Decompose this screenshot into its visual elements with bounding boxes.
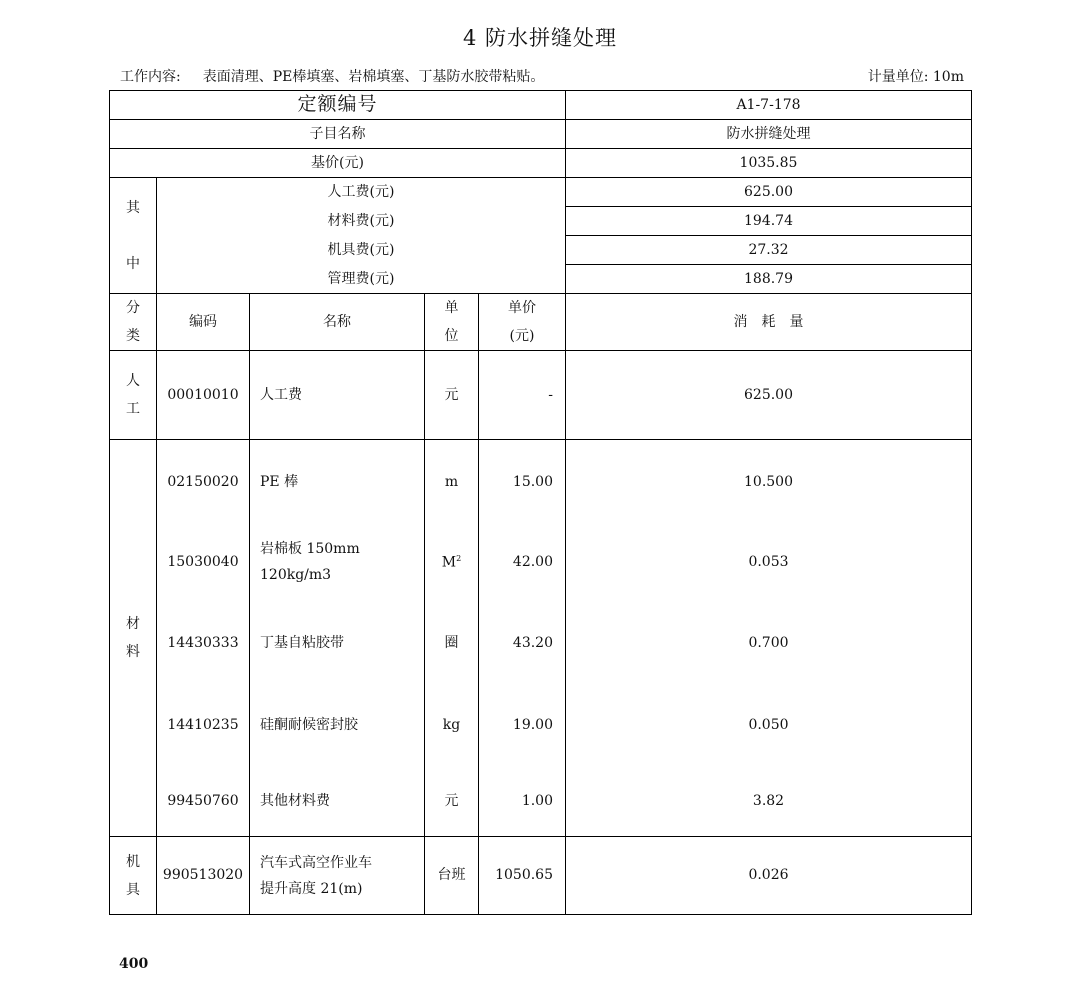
col-category-2: 类 xyxy=(126,328,140,344)
col-consumption: 消 耗 量 xyxy=(566,294,972,351)
mgmt-fee-label: 管理费(元) xyxy=(157,265,566,294)
material-code: 15030040 xyxy=(157,524,250,601)
base-price-value: 1035.85 xyxy=(566,149,972,178)
material-fee-row xyxy=(110,207,972,236)
col-price-1: 单价 xyxy=(508,300,536,316)
machine-name-line2: 提升高度 21(m) xyxy=(260,880,363,897)
material-qty: 10.500 xyxy=(566,440,972,524)
material-code: 99450760 xyxy=(157,766,250,837)
base-price-row xyxy=(110,149,972,178)
col-category xyxy=(110,294,157,351)
mgmt-fee-value: 188.79 xyxy=(566,265,972,294)
machine-fee-value: 27.32 xyxy=(566,236,972,265)
machine-qty: 0.026 xyxy=(566,837,972,915)
material-code: 02150020 xyxy=(157,440,250,524)
col-price-2: (元) xyxy=(509,328,535,344)
machine-name-line1: 汽车式高空作业车 xyxy=(260,854,372,871)
material-unit xyxy=(425,524,479,601)
mgmt-fee-row xyxy=(110,265,972,294)
material-name-line2: 120kg/m3 xyxy=(260,567,332,583)
work-content-text: 表面清理、PE棒填塞、岩棉填塞、丁基防水胶带粘贴。 xyxy=(202,69,545,85)
machine-unit: 台班 xyxy=(425,837,479,915)
labor-qty: 625.00 xyxy=(566,351,972,440)
material-unit-sup: 2 xyxy=(456,553,462,563)
material-cat-1: 材 xyxy=(126,616,140,632)
material-fee-label: 材料费(元) xyxy=(157,207,566,236)
item-name-row xyxy=(110,120,972,149)
labor-fee-row xyxy=(110,178,972,207)
page-title: 4 防水拼缝处理 xyxy=(462,26,618,50)
machine-code: 990513020 xyxy=(157,837,250,915)
of-which-2: 中 xyxy=(126,255,140,272)
col-unit xyxy=(425,294,479,351)
col-name: 名称 xyxy=(250,294,425,351)
item-name-label: 子目名称 xyxy=(110,120,566,149)
quota-no-row xyxy=(110,91,972,120)
material-row xyxy=(110,686,972,766)
material-name xyxy=(250,524,425,601)
page-number: 400 xyxy=(119,956,149,972)
material-row xyxy=(110,766,972,837)
labor-category xyxy=(110,351,157,440)
material-name: PE 棒 xyxy=(250,440,425,524)
machine-fee-label: 机具费(元) xyxy=(157,236,566,265)
labor-unit: 元 xyxy=(425,351,479,440)
labor-fee-label: 人工费(元) xyxy=(157,178,566,207)
labor-row xyxy=(110,351,972,440)
material-price: 42.00 xyxy=(479,524,566,601)
machine-fee-row xyxy=(110,236,972,265)
material-unit-text: M xyxy=(441,554,457,571)
material-fee-value: 194.74 xyxy=(566,207,972,236)
work-content-label: 工作内容: xyxy=(120,69,181,85)
material-row xyxy=(110,440,972,524)
material-price: 1.00 xyxy=(479,766,566,837)
quota-no-value: A1-7-178 xyxy=(566,91,972,120)
machine-cat-2: 具 xyxy=(126,881,140,898)
col-category-1: 分 xyxy=(126,300,140,316)
material-qty: 0.700 xyxy=(566,601,972,686)
material-code: 14410235 xyxy=(157,686,250,766)
material-cat-2: 料 xyxy=(126,644,140,660)
machine-row xyxy=(110,837,972,915)
work-content xyxy=(120,66,544,86)
column-header-row xyxy=(110,294,972,351)
material-unit: m xyxy=(425,440,479,524)
labor-cat-1: 人 xyxy=(126,373,140,389)
material-category xyxy=(110,440,157,837)
of-which-1: 其 xyxy=(126,199,140,216)
labor-name: 人工费 xyxy=(250,351,425,440)
material-unit: 元 xyxy=(425,766,479,837)
labor-code: 00010010 xyxy=(157,351,250,440)
material-price: 15.00 xyxy=(479,440,566,524)
col-unit-1: 单 xyxy=(444,300,459,316)
material-price: 43.20 xyxy=(479,601,566,686)
material-qty: 0.050 xyxy=(566,686,972,766)
labor-fee-value: 625.00 xyxy=(566,178,972,207)
quota-no-label: 定额编号 xyxy=(110,91,566,120)
machine-name xyxy=(250,837,425,915)
material-price: 19.00 xyxy=(479,686,566,766)
machine-cat-1: 机 xyxy=(126,853,140,870)
of-which-cell xyxy=(110,178,157,294)
col-unit-2: 位 xyxy=(444,328,459,344)
material-unit: 圈 xyxy=(425,601,479,686)
material-row xyxy=(110,601,972,686)
material-name: 丁基自粘胶带 xyxy=(250,601,425,686)
base-price-label: 基价(元) xyxy=(110,149,566,178)
material-name: 其他材料费 xyxy=(250,766,425,837)
item-name-value: 防水拼缝处理 xyxy=(566,120,972,149)
material-name: 硅酮耐候密封胶 xyxy=(250,686,425,766)
measurement-unit: 计量单位: 10m xyxy=(867,69,964,85)
material-name-line1: 岩棉板 150mm xyxy=(260,541,360,557)
material-unit: kg xyxy=(425,686,479,766)
machine-price: 1050.65 xyxy=(479,837,566,915)
material-code: 14430333 xyxy=(157,601,250,686)
material-qty: 0.053 xyxy=(566,524,972,601)
col-code: 编码 xyxy=(157,294,250,351)
labor-cat-2: 工 xyxy=(126,401,140,417)
material-row xyxy=(110,524,972,601)
machine-category xyxy=(110,837,157,915)
labor-price: - xyxy=(479,351,566,440)
quota-table xyxy=(109,90,972,915)
col-price xyxy=(479,294,566,351)
material-qty: 3.82 xyxy=(566,766,972,837)
